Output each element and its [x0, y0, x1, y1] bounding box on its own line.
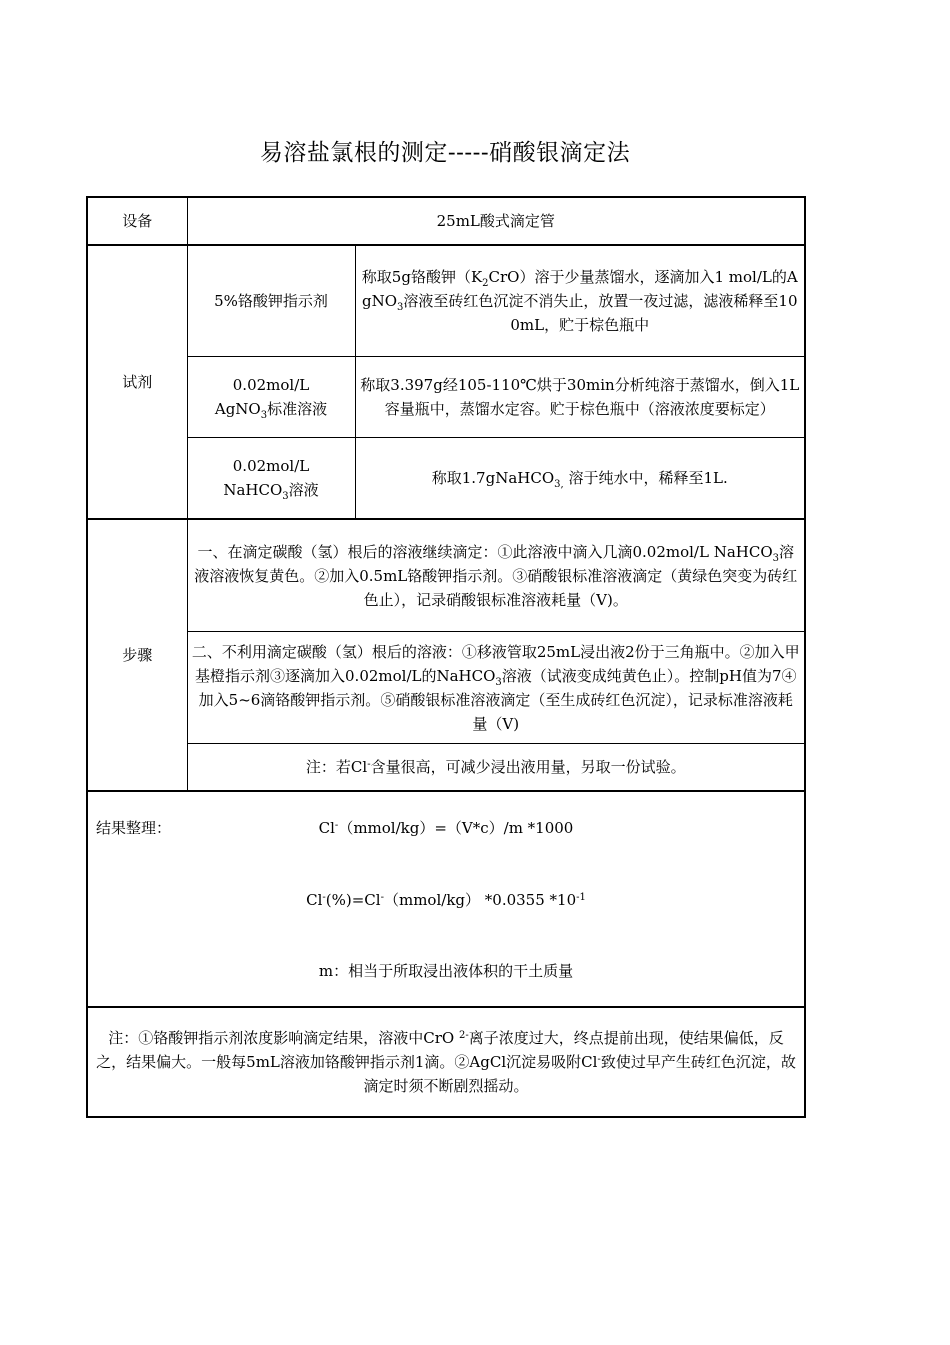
step-row-2 [87, 632, 805, 744]
step-row-note [87, 744, 805, 792]
steps-label: 步骤 [87, 519, 187, 791]
step-note: 注：若Cl-含量很高，可减少浸出液用量，另取一份试验。 [187, 744, 805, 792]
footnote: 注：①铬酸钾指示剂浓度影响滴定结果，溶液中CrO $^{2-}$离子浓度过大，终点提前出现，使结果偏低，反之，结果偏大。一般每5mL溶液加铬酸钾指示剂1滴。②AgCl沉淀易吸附Cl-致使过早产生砖红色沉淀，故滴定时须不断剧烈摇动。 [87, 1007, 805, 1117]
results-row [87, 791, 805, 1007]
page-title: 易溶盐氯根的测定-----硝酸银滴定法 [259, 140, 631, 166]
reagent-desc-3: 称取1.7gNaHCO$_{3,}$ 溶于纯水中，稀释至1L. [355, 438, 805, 520]
equipment-label: 设备 [87, 197, 187, 245]
reagent-name-1: 5%铬酸钾指示剂 [187, 245, 355, 357]
reagent-row-1 [87, 245, 805, 357]
formula-3: m：相当于所取浸出液体积的干土质量 [318, 962, 574, 980]
reagent-desc-2: 称取3.397g经105-110℃烘于30min分析纯溶于蒸馏水，倒入1L容量瓶中，蒸馏水定容。贮于棕色瓶中（溶液浓度要标定） [355, 357, 805, 438]
equipment-value: 25mL酸式滴定管 [187, 197, 805, 245]
procedure-table [86, 196, 806, 1118]
reagent-name-3: 0.02mol/L NaHCO$_3$溶液 [187, 438, 355, 520]
formula-2: Cl-(%)=Cl-（mmol/kg） *0.0355 $*10^{-1}$ [306, 891, 586, 909]
step-2: 二、不利用滴定碳酸（氢）根后的溶液：①移液管取25mL浸出液2份于三角瓶中。②加入甲基橙指示剂③逐滴加入0.02mol/L的NaHCO$_3$溶液（试液变成纯黄色止）。控制pH值为7④加入5~6滴铬酸钾指示剂。⑤硝酸银标准溶液滴定（至生成砖红色沉淀），记录标准溶液耗量（V) [187, 632, 805, 744]
results-label: 结果整理： [96, 819, 172, 837]
reagent-desc-1: 称取5g铬酸钾$(K_2CrO)$溶于少量蒸馏水，逐滴加入1 mol/L的AgNO$_3$溶液至砖红色沉淀不消失止，放置一夜过滤，滤液稀释至100mL，贮于棕色瓶中 [355, 245, 805, 357]
reagent-row-2 [87, 357, 805, 438]
step-row-1 [87, 519, 805, 632]
formula-1: Cl-（mmol/kg）=（V*c）/m *1000 [318, 819, 574, 837]
reagent-name-2: 0.02mol/L AgNO$_3$标准溶液 [187, 357, 355, 438]
reagents-label: 试剂 [87, 245, 187, 519]
reagent-row-3 [87, 438, 805, 520]
step-1: 一、在滴定碳酸（氢）根后的溶液继续滴定：①此溶液中滴入几滴0.02mol/L NaHCO$_3$溶液溶液恢复黄色。②加入0.5mL铬酸钾指示剂。③硝酸银标准溶液滴定（黄绿色突变为砖红色止），记录硝酸银标准溶液耗量（V)。 [187, 519, 805, 632]
footnote-row [87, 1007, 805, 1117]
equipment-row [87, 197, 805, 245]
results-cell [87, 791, 805, 1007]
